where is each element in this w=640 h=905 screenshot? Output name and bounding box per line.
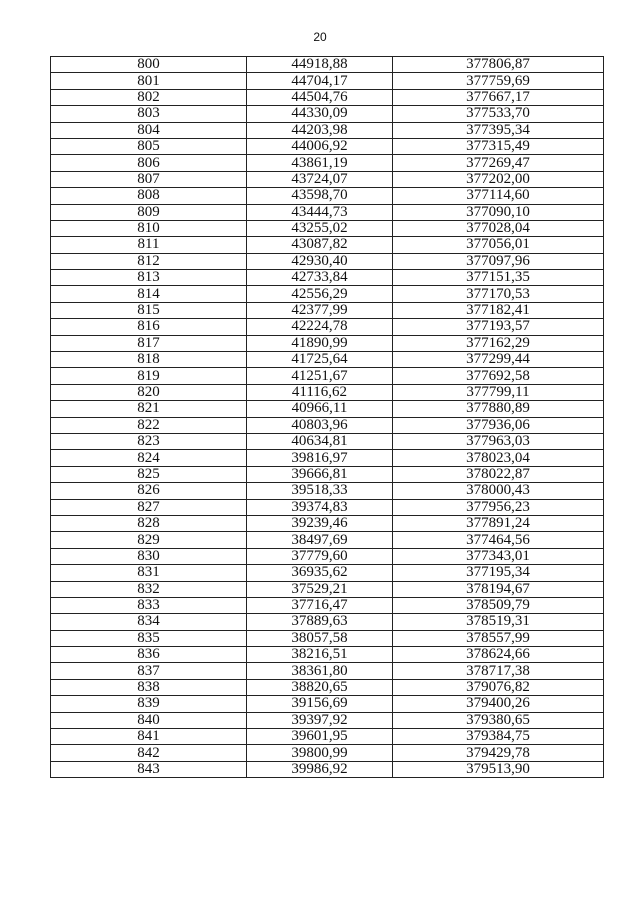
table-row [51, 630, 604, 646]
x-coordinate-cell: 42930,40 [247, 253, 393, 269]
y-coordinate-cell: 377891,24 [393, 515, 604, 531]
y-coordinate-cell: 377956,23 [393, 499, 604, 515]
table-row [51, 647, 604, 663]
table-row [51, 483, 604, 499]
x-coordinate-cell: 42224,78 [247, 319, 393, 335]
table-row [51, 745, 604, 761]
table-row [51, 450, 604, 466]
table-row [51, 73, 604, 89]
x-coordinate-cell: 42556,29 [247, 286, 393, 302]
table-row [51, 171, 604, 187]
table-row [51, 597, 604, 613]
x-coordinate-cell: 39986,92 [247, 761, 393, 777]
y-coordinate-cell: 378023,04 [393, 450, 604, 466]
table-row [51, 401, 604, 417]
y-coordinate-cell: 377880,89 [393, 401, 604, 417]
point-number-cell: 834 [51, 614, 247, 630]
x-coordinate-cell: 44330,09 [247, 106, 393, 122]
table-row [51, 565, 604, 581]
table-row [51, 155, 604, 171]
x-coordinate-cell: 38361,80 [247, 663, 393, 679]
table-row [51, 532, 604, 548]
x-coordinate-cell: 41890,99 [247, 335, 393, 351]
point-number-cell: 810 [51, 220, 247, 236]
table-row [51, 433, 604, 449]
x-coordinate-cell: 39374,83 [247, 499, 393, 515]
x-coordinate-cell: 41116,62 [247, 384, 393, 400]
point-number-cell: 836 [51, 647, 247, 663]
x-coordinate-cell: 40966,11 [247, 401, 393, 417]
point-number-cell: 833 [51, 597, 247, 613]
table-row [51, 384, 604, 400]
x-coordinate-cell: 39518,33 [247, 483, 393, 499]
point-number-cell: 815 [51, 302, 247, 318]
y-coordinate-cell: 377182,41 [393, 302, 604, 318]
point-number-cell: 823 [51, 433, 247, 449]
y-coordinate-cell: 378519,31 [393, 614, 604, 630]
x-coordinate-cell: 43444,73 [247, 204, 393, 220]
point-number-cell: 831 [51, 565, 247, 581]
x-coordinate-cell: 43861,19 [247, 155, 393, 171]
table-row [51, 499, 604, 515]
point-number-cell: 800 [51, 57, 247, 73]
y-coordinate-cell: 377090,10 [393, 204, 604, 220]
y-coordinate-cell: 377963,03 [393, 433, 604, 449]
table-row [51, 466, 604, 482]
x-coordinate-cell: 39397,92 [247, 712, 393, 728]
point-number-cell: 830 [51, 548, 247, 564]
y-coordinate-cell: 377097,96 [393, 253, 604, 269]
x-coordinate-cell: 44203,98 [247, 122, 393, 138]
point-number-cell: 819 [51, 368, 247, 384]
x-coordinate-cell: 39666,81 [247, 466, 393, 482]
point-number-cell: 805 [51, 138, 247, 154]
y-coordinate-cell: 378557,99 [393, 630, 604, 646]
table-row [51, 679, 604, 695]
y-coordinate-cell: 377936,06 [393, 417, 604, 433]
point-number-cell: 832 [51, 581, 247, 597]
x-coordinate-cell: 39601,95 [247, 729, 393, 745]
point-number-cell: 828 [51, 515, 247, 531]
y-coordinate-cell: 377533,70 [393, 106, 604, 122]
point-number-cell: 809 [51, 204, 247, 220]
point-number-cell: 801 [51, 73, 247, 89]
y-coordinate-cell: 379076,82 [393, 679, 604, 695]
y-coordinate-cell: 379513,90 [393, 761, 604, 777]
point-number-cell: 820 [51, 384, 247, 400]
x-coordinate-cell: 36935,62 [247, 565, 393, 581]
x-coordinate-cell: 37779,60 [247, 548, 393, 564]
point-number-cell: 827 [51, 499, 247, 515]
y-coordinate-cell: 377170,53 [393, 286, 604, 302]
y-coordinate-cell: 379429,78 [393, 745, 604, 761]
y-coordinate-cell: 378000,43 [393, 483, 604, 499]
point-number-cell: 843 [51, 761, 247, 777]
y-coordinate-cell: 377692,58 [393, 368, 604, 384]
x-coordinate-cell: 44918,88 [247, 57, 393, 73]
point-number-cell: 807 [51, 171, 247, 187]
table-row [51, 729, 604, 745]
table-row [51, 57, 604, 73]
table-row [51, 286, 604, 302]
point-number-cell: 841 [51, 729, 247, 745]
x-coordinate-cell: 38820,65 [247, 679, 393, 695]
x-coordinate-cell: 40803,96 [247, 417, 393, 433]
x-coordinate-cell: 39239,46 [247, 515, 393, 531]
table-row [51, 138, 604, 154]
y-coordinate-cell: 379380,65 [393, 712, 604, 728]
table-row [51, 515, 604, 531]
x-coordinate-cell: 44006,92 [247, 138, 393, 154]
point-number-cell: 837 [51, 663, 247, 679]
y-coordinate-cell: 377667,17 [393, 89, 604, 105]
y-coordinate-cell: 377343,01 [393, 548, 604, 564]
y-coordinate-cell: 377464,56 [393, 532, 604, 548]
y-coordinate-cell: 377759,69 [393, 73, 604, 89]
x-coordinate-cell: 37529,21 [247, 581, 393, 597]
coordinates-table [50, 56, 604, 778]
table-row [51, 237, 604, 253]
point-number-cell: 840 [51, 712, 247, 728]
point-number-cell: 824 [51, 450, 247, 466]
y-coordinate-cell: 377151,35 [393, 270, 604, 286]
y-coordinate-cell: 377799,11 [393, 384, 604, 400]
y-coordinate-cell: 379400,26 [393, 696, 604, 712]
x-coordinate-cell: 38497,69 [247, 532, 393, 548]
table-row [51, 614, 604, 630]
point-number-cell: 802 [51, 89, 247, 105]
point-number-cell: 813 [51, 270, 247, 286]
coordinates-table-body [51, 57, 604, 778]
y-coordinate-cell: 377299,44 [393, 352, 604, 368]
point-number-cell: 803 [51, 106, 247, 122]
y-coordinate-cell: 379384,75 [393, 729, 604, 745]
point-number-cell: 826 [51, 483, 247, 499]
table-row [51, 663, 604, 679]
y-coordinate-cell: 377114,60 [393, 188, 604, 204]
point-number-cell: 814 [51, 286, 247, 302]
point-number-cell: 812 [51, 253, 247, 269]
table-row [51, 319, 604, 335]
point-number-cell: 822 [51, 417, 247, 433]
table-row [51, 696, 604, 712]
x-coordinate-cell: 39816,97 [247, 450, 393, 466]
x-coordinate-cell: 44504,76 [247, 89, 393, 105]
point-number-cell: 808 [51, 188, 247, 204]
point-number-cell: 804 [51, 122, 247, 138]
x-coordinate-cell: 44704,17 [247, 73, 393, 89]
y-coordinate-cell: 377162,29 [393, 335, 604, 351]
x-coordinate-cell: 41251,67 [247, 368, 393, 384]
x-coordinate-cell: 41725,64 [247, 352, 393, 368]
table-row [51, 352, 604, 368]
x-coordinate-cell: 40634,81 [247, 433, 393, 449]
table-row [51, 368, 604, 384]
point-number-cell: 825 [51, 466, 247, 482]
y-coordinate-cell: 377028,04 [393, 220, 604, 236]
x-coordinate-cell: 38216,51 [247, 647, 393, 663]
y-coordinate-cell: 377195,34 [393, 565, 604, 581]
x-coordinate-cell: 39156,69 [247, 696, 393, 712]
point-number-cell: 816 [51, 319, 247, 335]
x-coordinate-cell: 43087,82 [247, 237, 393, 253]
point-number-cell: 817 [51, 335, 247, 351]
y-coordinate-cell: 377269,47 [393, 155, 604, 171]
table-row [51, 253, 604, 269]
table-row [51, 122, 604, 138]
table-row [51, 761, 604, 777]
x-coordinate-cell: 42733,84 [247, 270, 393, 286]
table-row [51, 106, 604, 122]
y-coordinate-cell: 377395,34 [393, 122, 604, 138]
x-coordinate-cell: 43724,07 [247, 171, 393, 187]
point-number-cell: 821 [51, 401, 247, 417]
y-coordinate-cell: 378509,79 [393, 597, 604, 613]
table-row [51, 220, 604, 236]
table-row [51, 204, 604, 220]
table-row [51, 89, 604, 105]
x-coordinate-cell: 39800,99 [247, 745, 393, 761]
y-coordinate-cell: 377193,57 [393, 319, 604, 335]
x-coordinate-cell: 38057,58 [247, 630, 393, 646]
y-coordinate-cell: 378022,87 [393, 466, 604, 482]
table-row [51, 302, 604, 318]
x-coordinate-cell: 43255,02 [247, 220, 393, 236]
table-row [51, 270, 604, 286]
y-coordinate-cell: 377202,00 [393, 171, 604, 187]
y-coordinate-cell: 378194,67 [393, 581, 604, 597]
point-number-cell: 838 [51, 679, 247, 695]
x-coordinate-cell: 37716,47 [247, 597, 393, 613]
point-number-cell: 829 [51, 532, 247, 548]
x-coordinate-cell: 43598,70 [247, 188, 393, 204]
table-row [51, 335, 604, 351]
table-row [51, 417, 604, 433]
table-row [51, 188, 604, 204]
point-number-cell: 811 [51, 237, 247, 253]
y-coordinate-cell: 378717,38 [393, 663, 604, 679]
x-coordinate-cell: 42377,99 [247, 302, 393, 318]
point-number-cell: 835 [51, 630, 247, 646]
table-row [51, 548, 604, 564]
x-coordinate-cell: 37889,63 [247, 614, 393, 630]
table-row [51, 581, 604, 597]
table-row [51, 712, 604, 728]
point-number-cell: 806 [51, 155, 247, 171]
page-number: 20 [313, 30, 327, 44]
y-coordinate-cell: 377315,49 [393, 138, 604, 154]
y-coordinate-cell: 377806,87 [393, 57, 604, 73]
point-number-cell: 842 [51, 745, 247, 761]
point-number-cell: 839 [51, 696, 247, 712]
y-coordinate-cell: 377056,01 [393, 237, 604, 253]
point-number-cell: 818 [51, 352, 247, 368]
y-coordinate-cell: 378624,66 [393, 647, 604, 663]
